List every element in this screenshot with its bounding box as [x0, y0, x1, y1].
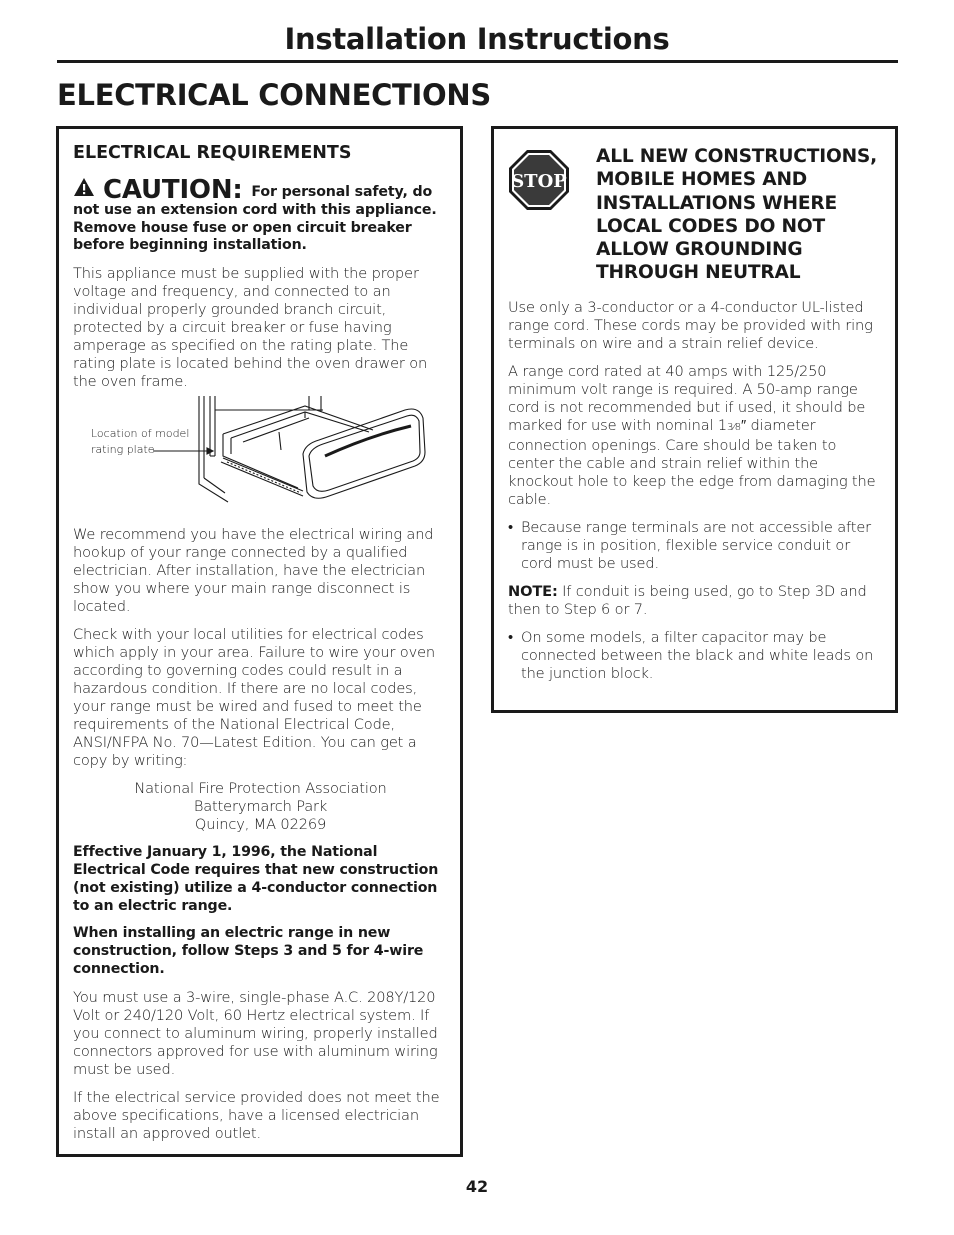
range-cord-rating-paragraph: [508, 363, 879, 509]
figure-label-line-1: Location of model: [91, 427, 190, 441]
address-line-2: Batterymarch Park: [193, 798, 328, 816]
caution-text-a: For personal safety, do: [251, 184, 433, 200]
stop-heading-row: [508, 145, 879, 285]
rating-fraction: 3⁄8: [727, 421, 741, 433]
nfpa-address: [73, 780, 448, 834]
bullet-conduit-text: Because range terminals are not accessible after range is in position, flexible service conduit or cord must be used.: [521, 518, 872, 572]
bullet-capacitor: [508, 629, 879, 683]
bullet-conduit: [508, 519, 879, 573]
page-number: 42: [465, 1177, 489, 1196]
grounding-heading: ALL NEW CONSTRUCTIONS, MOBILE HOMES AND INSTALLATIONS WHERE LOCAL CODES DO NOT ALLOW GROUNDING THROUGH NEUTRAL: [596, 146, 877, 284]
licensed-electrician-paragraph: If the electrical service provided does not meet the above specifications, have a licensed electrician install an approved outlet.: [73, 1088, 440, 1142]
header-rule: [57, 60, 898, 63]
section-title: ELECTRICAL CONNECTIONS: [57, 78, 491, 112]
warning-triangle-icon: [73, 177, 95, 197]
note-label: NOTE:: [508, 582, 558, 600]
stop-sign-icon: [508, 149, 570, 211]
electrical-requirements-heading: ELECTRICAL REQUIREMENTS: [73, 143, 352, 163]
note-text: If conduit is being used, go to Step 3D and then to Step 6 or 7.: [508, 582, 867, 618]
page-header-title: Installation Instructions: [284, 22, 670, 56]
address-line-1: National Fire Protection Association: [134, 780, 387, 798]
grounding-box: [491, 126, 898, 713]
figure-label-line-2: rating plate: [91, 443, 155, 457]
caution-block: [73, 177, 448, 255]
wiring-system-paragraph: You must use a 3-wire, single-phase A.C. 208Y/120 Volt or 240/120 Volt, 60 Hertz electrical system. If you connect to aluminum wiring, properly installed connectors approved for use with aluminum wiring must be used.: [73, 988, 438, 1078]
rating-text-a: A range cord rated at 40 amps with 125/250 minimum volt range is required. A 50-amp range cord is not recommended but if used, it should be marked for use with nominal 1: [508, 362, 866, 434]
bullet-capacitor-text: On some models, a filter capacitor may be connected between the black and white leads on the junction block.: [521, 628, 874, 682]
supply-paragraph: This appliance must be supplied with the proper voltage and frequency, and connected to an individual properly grounded branch circuit, protected by a circuit breaker or fuse having amperage as specified on the rating plate. The rating plate is located behind the oven drawer on the oven frame.: [73, 265, 428, 391]
oven-drawer-illustration: [73, 396, 453, 516]
stop-sign-label: STOP: [511, 171, 567, 192]
note-paragraph: [508, 583, 879, 619]
range-cord-paragraph: Use only a 3-conductor or a 4-conductor UL-listed range cord. These cords may be provided with ring terminals on wire and a strain relief device.: [508, 298, 873, 352]
rating-text-b: ″ diameter connection openings. Care should be taken to center the cable and strain relief within the knockout hole to keep the edge from damaging the cable.: [508, 416, 876, 508]
nec-1996-notice: Effective January 1, 1996, the National Electrical Code requires that new construction (not existing) utilize a 4-conductor connection to an electric range.: [73, 844, 439, 914]
caution-word: CAUTION:: [103, 175, 243, 205]
address-line-3: Quincy, MA 02269: [194, 816, 327, 834]
new-construction-notice: When installing an electric range in new construction, follow Steps 3 and 5 for 4-wire connection.: [73, 925, 424, 977]
bullet-mark: •: [508, 518, 513, 536]
oven-drawer-figure: [73, 396, 448, 516]
electrician-paragraph: We recommend you have the electrical wiring and hookup of your range connected by a qualified electrician. After installation, have the electrician show you where your main range disconnect is located.: [73, 526, 434, 616]
bullet-mark: •: [508, 628, 513, 646]
caution-text-b: not use an extension cord with this appliance. Remove house fuse or open circuit breaker before beginning installation.: [73, 201, 437, 254]
local-codes-paragraph: Check with your local utilities for electrical codes which apply in your area. Failure to wire your oven according to governing codes could result in a hazardous condition. If there are no local codes, your range must be wired and fused to meet the requirements of the National Electrical Code, ANSI/NFPA No. 70—Latest Edition. You can get a copy by writing:: [73, 626, 435, 770]
electrical-requirements-box: [56, 126, 463, 1157]
